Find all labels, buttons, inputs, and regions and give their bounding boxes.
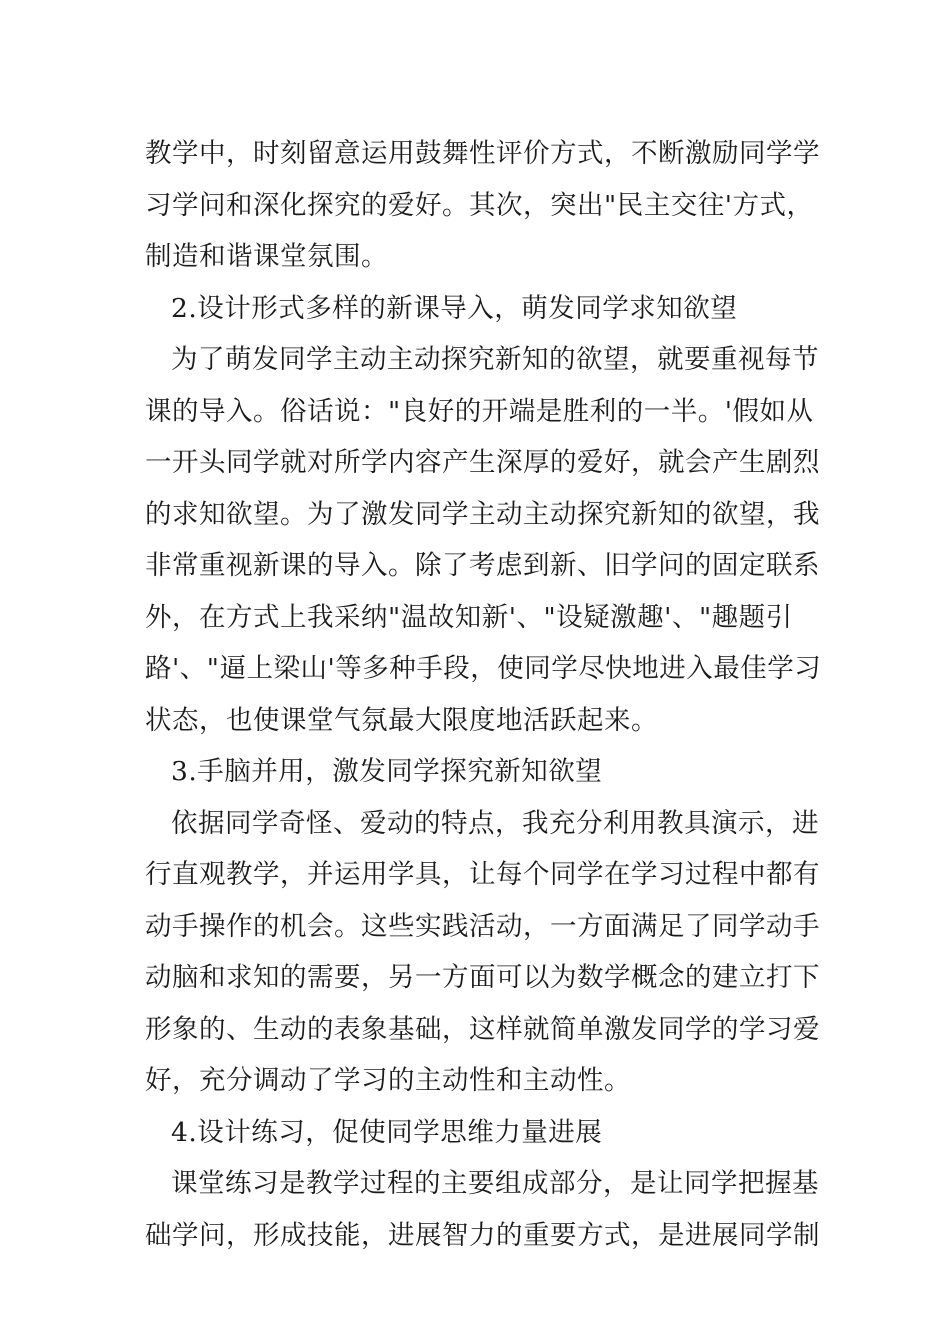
text-line: 外，在方式上我采纳"温故知新'、"设疑激趣'、"趣题引 <box>145 601 793 633</box>
text-line: 教学中，时刻留意运用鼓舞性评价方式，不断激励同学学 <box>145 138 820 169</box>
text-line: 课的导入。俗话说："良好的开端是胜利的一半。'假如从 <box>145 395 814 427</box>
text-line: 形象的、生动的表象基础，这样就简单激发同学的学习爱 <box>145 1013 820 1045</box>
text-line: 路'、"逼上梁山'等多种手段，使同学尽快地进入最佳学习 <box>145 653 822 684</box>
text-line: 的求知欲望。为了激发同学主动主动探究新知的欲望，我 <box>145 498 820 530</box>
text-line: 行直观教学，并运用学具，让每个同学在学习过程中都有 <box>145 859 820 890</box>
text-line: 一开头同学就对所学内容产生深厚的爱好，就会产生剧烈 <box>145 447 820 478</box>
section-heading: 2.设计形式多样的新课导入，萌发同学求知欲望 <box>171 292 738 324</box>
body-text <box>145 128 822 1261</box>
section-heading: 4.设计练习，促使同学思维力量进展 <box>171 1116 603 1148</box>
section-heading: 3.手脑并用，激发同学探究新知欲望 <box>171 756 603 787</box>
text-line: 课堂练习是教学过程的主要组成部分，是让同学把握基 <box>171 1168 819 1199</box>
text-line: 好，充分调动了学习的主动性和主动性。 <box>145 1065 631 1096</box>
text-line: 习学问和深化探究的爱好。其次，突出"民主交往'方式， <box>145 189 814 221</box>
text-line: 非常重视新课的导入。除了考虑到新、旧学问的固定联系 <box>145 550 820 581</box>
text-line: 动手操作的机会。这些实践活动，一方面满足了同学动手 <box>145 910 820 942</box>
text-line: 状态，也使课堂气氛最大限度地活跃起来。 <box>145 704 658 736</box>
text-line: 础学问，形成技能，进展智力的重要方式，是进展同学制 <box>145 1219 820 1251</box>
text-line: 为了萌发同学主动主动探究新知的欲望，就要重视每节 <box>171 344 819 375</box>
text-line: 依据同学奇怪、爱动的特点，我充分利用教具演示，进 <box>171 807 819 839</box>
text-line: 制造和谐课堂氛围。 <box>145 241 388 272</box>
text-line: 动脑和求知的需要，另一方面可以为数学概念的建立打下 <box>145 962 820 993</box>
